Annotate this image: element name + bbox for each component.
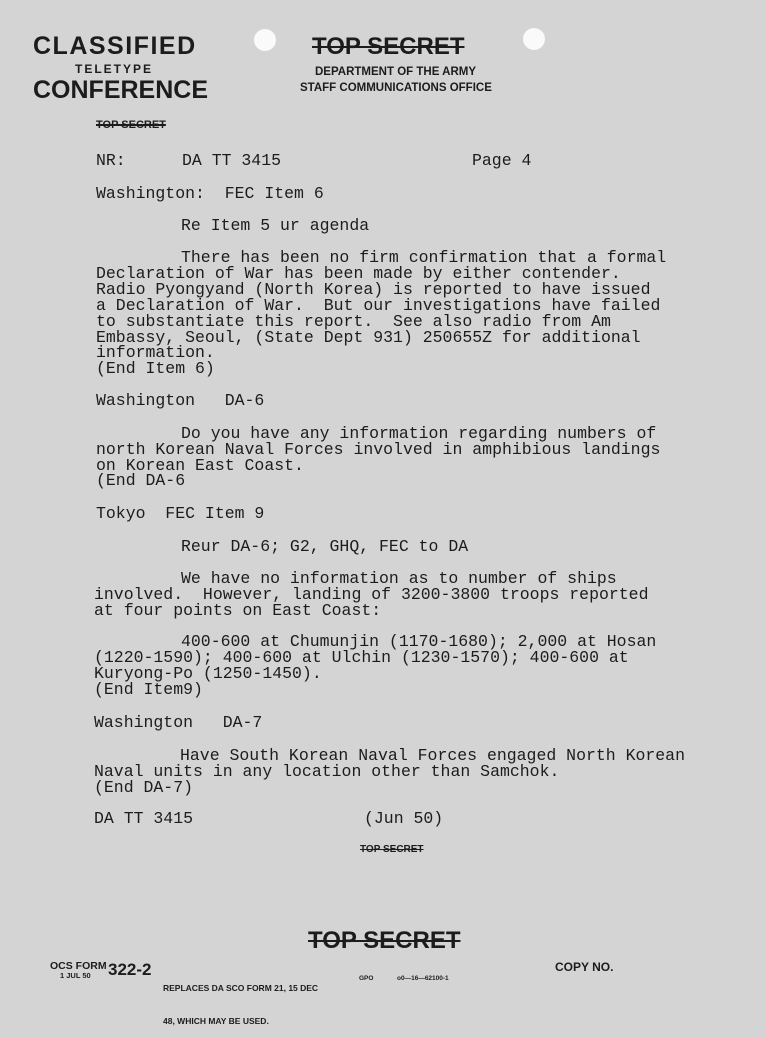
body-line: DA TT 3415 bbox=[94, 809, 194, 828]
body-line: Embassy, Seoul, (State Dept 931) 250655Z for additional bbox=[96, 328, 641, 347]
body-line: Washington: FEC Item 6 bbox=[96, 184, 324, 203]
punch-hole-right bbox=[523, 28, 545, 50]
body-line: There has been no firm confirmation that a formal bbox=[181, 248, 667, 267]
top-secret-stamp-small: TOP SECRET bbox=[96, 119, 166, 131]
body-line: a Declaration of War. But our investigations have failed bbox=[96, 296, 661, 315]
body-line: (End Item 6) bbox=[96, 359, 215, 378]
form-number: 322-2 bbox=[108, 960, 152, 979]
body-line: Reur DA-6; G2, GHQ, FEC to DA bbox=[181, 537, 469, 556]
body-line: (End DA-6 bbox=[96, 471, 186, 490]
office-label: STAFF COMMUNICATIONS OFFICE bbox=[300, 82, 492, 94]
replaces-line-2: 48, WHICH MAY BE USED. bbox=[163, 1016, 269, 1026]
top-secret-stamp-bottom: TOP SECRET bbox=[360, 844, 424, 855]
top-secret-footer: TOP SECRET bbox=[308, 927, 461, 954]
body-line: Tokyo FEC Item 9 bbox=[96, 504, 265, 523]
form-label: OCS FORM bbox=[50, 960, 107, 972]
department-label: DEPARTMENT OF THE ARMY bbox=[315, 66, 476, 78]
body-line: Kuryong-Po (1250-1450). bbox=[94, 664, 322, 683]
nr-label: NR: bbox=[96, 151, 126, 170]
body-line: information. bbox=[96, 343, 215, 362]
body-line: Naval units in any location other than Samchok. bbox=[94, 762, 560, 781]
body-line: Declaration of War has been made by either contender. bbox=[96, 264, 621, 283]
body-line: Do you have any information regarding numbers of bbox=[181, 424, 657, 443]
gpo-number: o0—16—62100-1 bbox=[397, 975, 449, 982]
nr-value: DA TT 3415 bbox=[182, 151, 282, 170]
gpo-label: GPO bbox=[359, 975, 374, 982]
body-line: We have no information as to number of ships bbox=[181, 569, 617, 588]
teletype-label: TELETYPE bbox=[75, 62, 154, 76]
replaces-note bbox=[163, 961, 318, 1038]
body-line: north Korean Naval Forces involved in amphibious landings bbox=[96, 440, 661, 459]
form-date: 1 JUL 50 bbox=[60, 971, 91, 980]
body-line: involved. However, landing of 3200-3800 troops reported bbox=[94, 585, 649, 604]
body-line: to substantiate this report. See also radio from Am bbox=[96, 312, 611, 331]
body-line: on Korean East Coast. bbox=[96, 456, 304, 475]
body-line: Washington DA-6 bbox=[96, 391, 265, 410]
body-line: 400-600 at Chumunjin (1170-1680); 2,000 at Hosan bbox=[181, 632, 657, 651]
top-secret-header: TOP SECRET bbox=[312, 33, 465, 60]
body-line: Washington DA-7 bbox=[94, 713, 263, 732]
body-line: Have South Korean Naval Forces engaged North Korean bbox=[180, 746, 685, 765]
conference-label: CONFERENCE bbox=[33, 76, 209, 104]
body-line: (Jun 50) bbox=[364, 809, 444, 828]
body-line: at four points on East Coast: bbox=[94, 601, 382, 620]
page-number: Page 4 bbox=[472, 151, 532, 170]
body-line: (End DA-7) bbox=[94, 778, 194, 797]
classified-label: CLASSIFIED bbox=[33, 32, 197, 60]
punch-hole-left bbox=[254, 29, 276, 51]
copy-number-label: COPY NO. bbox=[555, 960, 614, 974]
replaces-line-1: REPLACES DA SCO FORM 21, 15 DEC bbox=[163, 983, 319, 993]
body-line: Re Item 5 ur agenda bbox=[181, 216, 370, 235]
body-line: (1220-1590); 400-600 at Ulchin (1230-1570); 400-600 at bbox=[94, 648, 629, 667]
body-line: Radio Pyongyand (North Korea) is reported to have issued bbox=[96, 280, 651, 299]
body-line: (End Item9) bbox=[94, 680, 203, 699]
